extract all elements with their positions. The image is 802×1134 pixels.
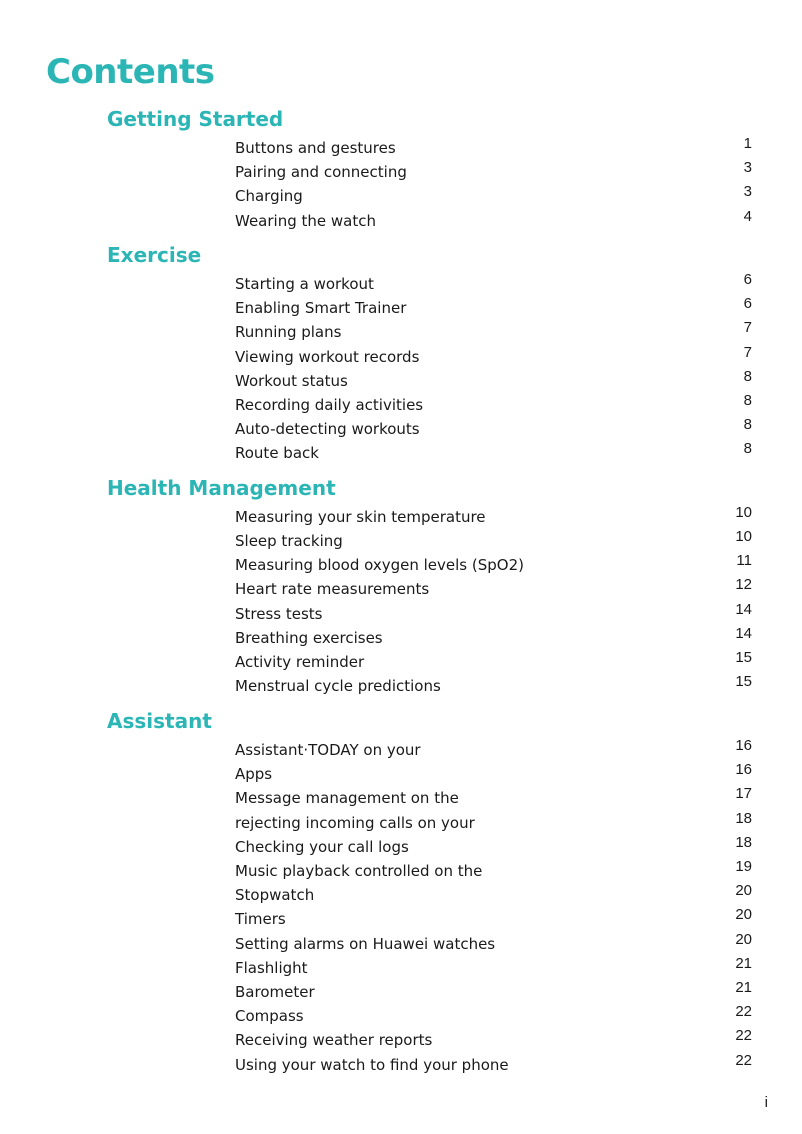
toc-entry[interactable]	[0, 601, 802, 629]
toc-entry-page: 16	[735, 737, 752, 754]
toc-entry-page: 7	[743, 319, 752, 336]
toc-entry[interactable]	[0, 810, 802, 838]
toc-entry-page: 8	[743, 416, 752, 433]
page-title: Contents	[46, 52, 215, 92]
toc-entry[interactable]	[0, 208, 802, 236]
toc-entry-page: 4	[743, 208, 752, 225]
toc-entry-page: 3	[743, 159, 752, 176]
toc-entry-page: 16	[735, 761, 752, 778]
toc-entry[interactable]	[0, 673, 802, 701]
toc-entry-title: Viewing workout records	[235, 348, 420, 366]
toc-entry[interactable]	[0, 649, 802, 677]
toc-entry-page: 20	[735, 882, 752, 899]
toc-entry[interactable]	[0, 576, 802, 604]
toc-entry-page: 19	[735, 858, 752, 875]
toc-entry[interactable]	[0, 882, 802, 910]
toc-entry-title: Menstrual cycle predictions	[235, 677, 441, 695]
toc-entry-title: Auto-detecting workouts	[235, 420, 420, 438]
toc-entry[interactable]	[0, 625, 802, 653]
toc-entry[interactable]	[0, 785, 802, 813]
toc-entry[interactable]	[0, 295, 802, 323]
toc-entry[interactable]	[0, 552, 802, 580]
toc-entry[interactable]	[0, 906, 802, 934]
toc-entry-page: 22	[735, 1003, 752, 1020]
toc-entry-title: Measuring your skin temperature	[235, 508, 486, 526]
toc-entry[interactable]	[0, 931, 802, 959]
toc-entry-page: 11	[736, 552, 752, 569]
toc-entry-page: 8	[743, 440, 752, 457]
toc-entry-title: Flashlight	[235, 959, 308, 977]
toc-entry[interactable]	[0, 1052, 802, 1080]
toc-entry-page: 10	[735, 504, 752, 521]
section-heading-assistant[interactable]: Assistant	[107, 709, 212, 733]
toc-entry[interactable]	[0, 159, 802, 187]
toc-entry-title: Starting a workout	[235, 275, 374, 293]
toc-entry-title: Stress tests	[235, 605, 323, 623]
toc-entry[interactable]	[0, 504, 802, 532]
toc-entry[interactable]	[0, 416, 802, 444]
toc-entry-title: Wearing the watch	[235, 212, 376, 230]
toc-entry[interactable]	[0, 344, 802, 372]
section-heading-exercise[interactable]: Exercise	[107, 243, 202, 267]
toc-entry-title: Route back	[235, 444, 319, 462]
toc-entry[interactable]	[0, 440, 802, 468]
toc-entry[interactable]	[0, 834, 802, 862]
toc-entry-page: 15	[735, 673, 752, 690]
toc-entry-page: 8	[743, 392, 752, 409]
toc-entry[interactable]	[0, 528, 802, 556]
toc-entry[interactable]	[0, 271, 802, 299]
toc-entry-page: 6	[743, 295, 752, 312]
toc-entry-page: 1	[743, 135, 752, 152]
toc-entry-title: Activity reminder	[235, 653, 365, 671]
toc-entry-title: Buttons and gestures	[235, 139, 396, 157]
toc-entry-page: 15	[735, 649, 752, 666]
toc-entry-page: 22	[735, 1027, 752, 1044]
toc-entry-title: Stopwatch	[235, 886, 315, 904]
toc-entry[interactable]	[0, 955, 802, 983]
toc-entry[interactable]	[0, 319, 802, 347]
toc-entry-title: Assistant·TODAY on your	[235, 741, 421, 759]
toc-entry-page: 18	[735, 810, 752, 827]
toc-entry-title: Breathing exercises	[235, 629, 383, 647]
toc-entry-page: 6	[743, 271, 752, 288]
toc-entry-page: 18	[735, 834, 752, 851]
toc-entry[interactable]	[0, 1027, 802, 1055]
toc-entry-page: 20	[735, 931, 752, 948]
section-heading-health-management[interactable]: Health Management	[107, 476, 336, 500]
toc-entry-page: 14	[735, 625, 752, 642]
toc-entry-title: Workout status	[235, 372, 348, 390]
toc-entry[interactable]	[0, 979, 802, 1007]
toc-entry[interactable]	[0, 1003, 802, 1031]
toc-entry-title: Enabling Smart Trainer	[235, 299, 407, 317]
toc-entry-title: Measuring blood oxygen levels (SpO2)	[235, 556, 524, 574]
toc-entry-title: Music playback controlled on the	[235, 862, 483, 880]
toc-entry-page: 12	[735, 576, 752, 593]
toc-entry[interactable]	[0, 183, 802, 211]
toc-entry-page: 10	[735, 528, 752, 545]
toc-entry-title: Barometer	[235, 983, 315, 1001]
toc-entry-page: 3	[743, 183, 752, 200]
toc-entry-title: Charging	[235, 187, 303, 205]
toc-entry[interactable]	[0, 737, 802, 765]
toc-entry-title: Receiving weather reports	[235, 1031, 433, 1049]
toc-entry-page: 20	[735, 906, 752, 923]
toc-entry-title: Using your watch to find your phone	[235, 1056, 509, 1074]
toc-entry[interactable]	[0, 858, 802, 886]
toc-entry-title: Timers	[235, 910, 286, 928]
toc-entry-title: Sleep tracking	[235, 532, 343, 550]
toc-entry-title: Setting alarms on Huawei watches	[235, 935, 496, 953]
toc-entry-title: Checking your call logs	[235, 838, 409, 856]
toc-entry-title: Recording daily activities	[235, 396, 424, 414]
toc-entry-title: Apps	[235, 765, 273, 783]
toc-entry-page: 14	[735, 601, 752, 618]
toc-entry-page: 22	[735, 1052, 752, 1069]
toc-entry-title: Heart rate measurements	[235, 580, 430, 598]
toc-entry-title: Running plans	[235, 323, 342, 341]
toc-entry[interactable]	[0, 368, 802, 396]
toc-entry-title: Pairing and connecting	[235, 163, 407, 181]
toc-entry[interactable]	[0, 135, 802, 163]
toc-entry-page: 21	[735, 955, 752, 972]
toc-entry-page: 17	[735, 785, 752, 802]
footer-page-number: i	[764, 1094, 768, 1111]
toc-entry-page: 7	[743, 344, 752, 361]
toc-entry[interactable]	[0, 761, 802, 789]
section-heading-getting-started[interactable]: Getting Started	[107, 107, 284, 131]
toc-entry[interactable]	[0, 392, 802, 420]
toc-entry-page: 21	[735, 979, 752, 996]
toc-entry-page: 8	[743, 368, 752, 385]
toc-entry-title: Message management on the	[235, 789, 459, 807]
toc-entry-title: rejecting incoming calls on your	[235, 814, 475, 832]
toc-entry-title: Compass	[235, 1007, 304, 1025]
